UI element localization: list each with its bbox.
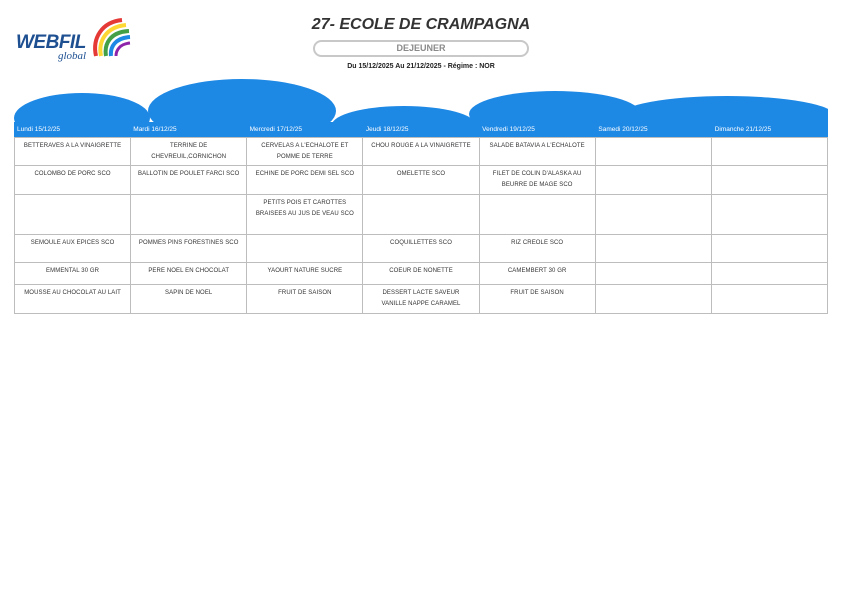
menu-cell: COQUILLETTES SCO xyxy=(363,235,479,263)
menu-cell: FILET DE COLIN D'ALASKA AU BEURRE DE MAGE SCO xyxy=(479,166,595,195)
menu-cell xyxy=(711,195,827,235)
menu-cell xyxy=(711,285,827,314)
menu-row-vegetable xyxy=(15,195,828,235)
menu-cell xyxy=(595,263,711,285)
menu-cell xyxy=(247,235,363,263)
menu-cell: BALLOTIN DE POULET FARCI SCO xyxy=(131,166,247,195)
menu-cell: SAPIN DE NOEL xyxy=(131,285,247,314)
menu-row-dessert xyxy=(15,285,828,314)
menu-cell: YAOURT NATURE SUCRE xyxy=(247,263,363,285)
menu-row-main xyxy=(15,166,828,195)
menu-cell: MOUSSE AU CHOCOLAT AU LAIT xyxy=(15,285,131,314)
menu-cell xyxy=(711,166,827,195)
menu-cell: OMELETTE SCO xyxy=(363,166,479,195)
menu-cell: ECHINE DE PORC DEMI SEL SCO xyxy=(247,166,363,195)
menu-cell: POMMES PINS FORESTINES SCO xyxy=(131,235,247,263)
menu-row-dairy xyxy=(15,263,828,285)
menu-table xyxy=(14,137,828,314)
day-label-thursday: Jeudi 18/12/25 xyxy=(365,126,409,133)
menu-cell xyxy=(595,138,711,166)
date-range-subtitle: Du 15/12/2025 Au 21/12/2025 - Régime : NOR xyxy=(347,63,495,70)
menu-row-starter xyxy=(15,138,828,166)
day-label-saturday: Samedi 20/12/25 xyxy=(598,126,648,133)
menu-cell: BETTERAVES A LA VINAIGRETTE xyxy=(15,138,131,166)
day-label-wednesday: Mercredi 17/12/25 xyxy=(249,126,302,133)
menu-cell xyxy=(595,195,711,235)
meal-badge: DEJEUNER xyxy=(313,40,529,57)
day-label-monday: Lundi 15/12/25 xyxy=(17,126,61,133)
menu-cell xyxy=(711,263,827,285)
menu-cell: RIZ CREOLE SCO xyxy=(479,235,595,263)
menu-cell: COLOMBO DE PORC SCO xyxy=(15,166,131,195)
menu-cell: SALADE BATAVIA A L'ECHALOTE xyxy=(479,138,595,166)
menu-cell: PETITS POIS ET CAROTTES BRAISEES AU JUS DE VEAU SCO xyxy=(247,195,363,235)
weekday-header xyxy=(14,122,828,137)
menu-cell xyxy=(363,195,479,235)
menu-cell: COEUR DE NONETTE xyxy=(363,263,479,285)
menu-cell: EMMENTAL 30 GR xyxy=(15,263,131,285)
menu-cell xyxy=(711,138,827,166)
logo-tagline: global xyxy=(58,50,87,62)
menu-cell: DESSERT LACTE SAVEUR VANILLE NAPPE CARAMEL xyxy=(363,285,479,314)
menu-cell: SEMOULE AUX EPICES SCO xyxy=(15,235,131,263)
day-label-friday: Vendredi 19/12/25 xyxy=(482,126,535,133)
day-label-sunday: Dimanche 21/12/25 xyxy=(714,126,772,133)
menu-cell xyxy=(131,195,247,235)
menu-cell xyxy=(595,235,711,263)
menu-cell: CHOU ROUGE A LA VINAIGRETTE xyxy=(363,138,479,166)
logo-wordmark: WEBFIL xyxy=(16,32,86,53)
menu-cell: TERRINE DE CHEVREUIL,CORNICHON xyxy=(131,138,247,166)
menu-cell: FRUIT DE SAISON xyxy=(479,285,595,314)
menu-cell xyxy=(15,195,131,235)
menu-cell xyxy=(479,195,595,235)
menu-cell: CERVELAS A L'ECHALOTE ET POMME DE TERRE xyxy=(247,138,363,166)
page-title: 27- ECOLE DE CRAMPAGNA xyxy=(311,16,531,33)
menu-cell: CAMEMBERT 30 GR xyxy=(479,263,595,285)
menu-cell: FRUIT DE SAISON xyxy=(247,285,363,314)
menu-cell xyxy=(711,235,827,263)
menu-row-starch xyxy=(15,235,828,263)
day-label-tuesday: Mardi 16/12/25 xyxy=(133,126,177,133)
menu-cell xyxy=(595,285,711,314)
menu-cell: PERE NOEL EN CHOCOLAT xyxy=(131,263,247,285)
menu-cell xyxy=(595,166,711,195)
